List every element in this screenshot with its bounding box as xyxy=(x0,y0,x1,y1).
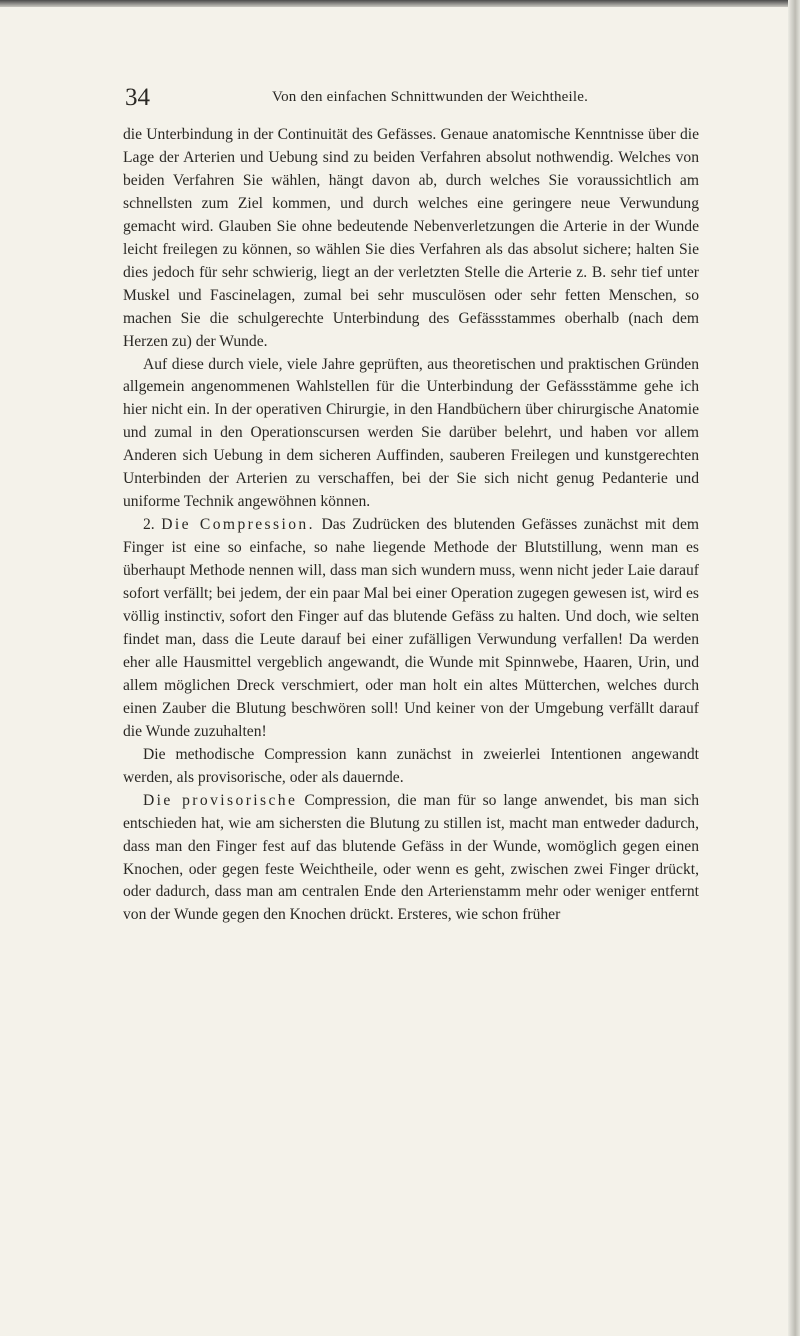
paragraph-1 xyxy=(123,124,699,354)
paragraph-3 xyxy=(123,514,699,744)
emphasis-provisorische: Die provisorische xyxy=(143,791,298,809)
running-title: Von den einfachen Schnittwunden der Weichtheile. xyxy=(272,89,589,105)
section-number: 2. xyxy=(143,516,162,534)
page-header xyxy=(125,84,690,118)
paragraph-1-text: die Unterbindung in der Continuität des Gefässes. Genaue anatomische Kenntnisse über die Lage der Arterien und Uebung sind zu beiden Verfahren absolut nothwendig. Welches von beiden Verfahren Sie wählen, hängt davon ab, durch welches Sie voraussichtlich am schnellsten zum Ziel kommen, und durch welches eine geringere neue Verwundung gemacht wird. Glauben Sie ohne bedeutende Nebenverletzungen die Arterie in der Wunde leicht freilegen zu können, so wählen Sie dies Verfahren als das absolut sichere; halten Sie dies jedoch für sehr schwierig, liegt an der verletzten Stelle die Arterie z. B. sehr tief unter Muskel und Fascinelagen, zumal bei sehr musculösen oder sehr fetten Menschen, so machen Sie die schulgerechte Unterbindung des Gefässstammes oberhalb (nach dem Herzen zu) der Wunde. xyxy=(123,126,699,350)
paragraph-2-text: Auf diese durch viele, viele Jahre geprüften, aus theoretischen und praktischen Gründen allgemein angenommenen Wahlstellen für die Unterbindung der Gefässstämme gehe ich hier nicht ein. In der operativen Chirurgie, in den Handbüchern über chirurgische Anatomie und zumal in den Operationscursen werden Sie darüber belehrt, und haben vor allem Anderen sich Uebung in dem sicheren Auffinden, sauberen Freilegen und kunstgerechten Unterbinden der Arterien zu verschaffen, bei der Sie sich nicht genug Pedanterie und uniforme Technik angewöhnen können. xyxy=(123,355,699,511)
paragraph-5-text: Compression, die man für so lange anwendet, bis man sich entschieden hat, wie am sichersten die Blutung zu stillen ist, macht man entweder dadurch, dass man den Finger fest auf das blutende Gefäss in der Wunde, womöglich gegen einen Knochen, oder gegen feste Weichtheile, oder wenn es geht, zwischen zwei Finger drückt, oder dadurch, dass man am centralen Ende den Arterienstamm mehr oder weniger entfernt von der Wunde gegen den Knochen drückt. Ersteres, wie schon früher xyxy=(123,791,699,924)
page-side-edge xyxy=(788,0,800,1336)
paragraph-3-text: Das Zudrücken des blutenden Gefässes zunächst mit dem Finger ist eine so einfache, so nahe liegende Methode der Blutstillung, wenn man es überhaupt Methode nennen will, dass man sich wundern muss, wenn nicht jeder Laie darauf sofort verfällt; bei jedem, der ein paar Mal bei einer Operation zugegen gewesen ist, wird es völlig instinctiv, sofort den Finger auf das blutende Gefäss zu halten. Und doch, wie selten findet man, dass die Leute darauf bei einer zufälligen Verwundung verfallen! Da werden eher alle Hausmittel vergeblich angewandt, die Wunde mit Spinnwebe, Haaren, Urin, und allem möglichen Dreck verschmiert, oder man holt ein altes Mütterchen, welches durch einen Zauber die Blutung beschwören soll! Und keiner von der Umgebung verfällt darauf die Wunde zuzuhalten! xyxy=(123,516,700,740)
section-heading: Die Compression. xyxy=(161,516,315,534)
body-text xyxy=(123,124,699,927)
page-number: 34 xyxy=(125,84,150,111)
paragraph-4 xyxy=(123,744,699,790)
page-top-edge xyxy=(0,0,800,7)
paragraph-2 xyxy=(123,354,699,515)
paragraph-5 xyxy=(123,790,699,928)
paragraph-4-text: Die methodische Compression kann zunächst in zweierlei Intentionen angewandt werden, als provisorische, oder als dauernde. xyxy=(123,745,699,786)
